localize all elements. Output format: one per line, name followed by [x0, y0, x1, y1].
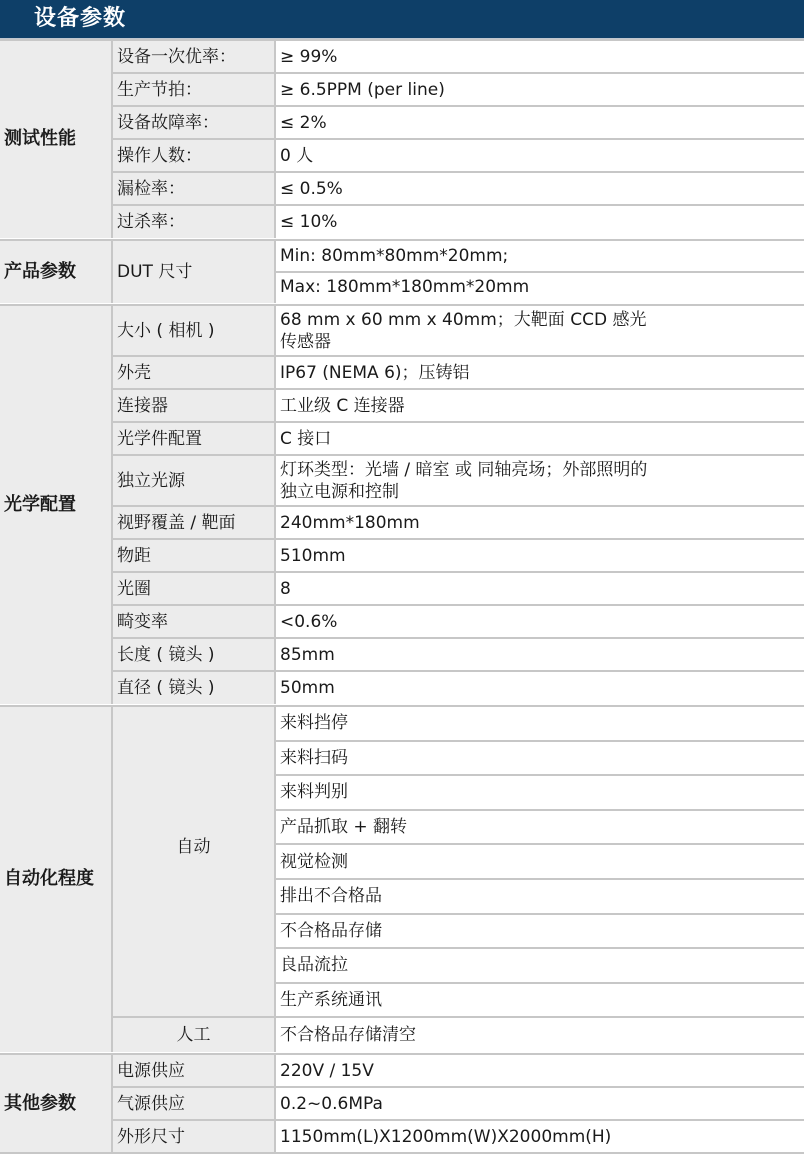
column-divider: [111, 40, 113, 238]
spec-label: 操作人数：: [112, 139, 275, 172]
spec-value: 生产系统通讯: [275, 983, 804, 1018]
spec-label: 光学件配置: [112, 422, 275, 455]
spec-value: IP67 (NEMA 6)；压铸铝: [275, 356, 804, 389]
spec-value: 来料挡停: [275, 706, 804, 741]
spec-value: 510mm: [275, 539, 804, 572]
row-divider: [112, 1016, 804, 1018]
row-divider: [0, 304, 804, 306]
spec-label: 电源供应: [112, 1054, 275, 1087]
column-divider: [274, 1054, 276, 1153]
spec-label: 长度 ( 镜头 ): [112, 638, 275, 671]
row-divider: [112, 670, 804, 672]
spec-value: Max: 180mm*180mm*20mm: [275, 272, 804, 304]
page-title: 设备参数: [34, 6, 127, 31]
column-divider: [274, 240, 276, 303]
row-divider: [112, 604, 804, 606]
spec-value: 不合格品存储清空: [275, 1017, 804, 1052]
column-divider: [274, 305, 276, 704]
section-category: 其他参数: [0, 1054, 112, 1153]
row-divider: [112, 637, 804, 639]
spec-value: 0.2~0.6MPa: [275, 1087, 804, 1120]
section-category: 测试性能: [0, 40, 112, 238]
spec-value: <0.6%: [275, 605, 804, 638]
spec-value: ≤ 0.5%: [275, 172, 804, 205]
spec-value: 220V / 15V: [275, 1054, 804, 1087]
row-divider: [112, 571, 804, 573]
spec-value: 灯环类型：光墙 / 暗室 或 同轴亮场；外部照明的独立电源和控制: [275, 455, 804, 506]
row-divider: [112, 1086, 804, 1088]
spec-label: 设备一次优率：: [112, 40, 275, 73]
section-category: 光学配置: [0, 305, 112, 704]
spec-value: 50mm: [275, 671, 804, 704]
spec-value: ≥ 6.5PPM (per line): [275, 73, 804, 106]
row-divider: [112, 171, 804, 173]
row-divider: [0, 239, 804, 241]
automation-mode-label: 自动: [112, 706, 275, 1017]
spec-label: 设备故障率：: [112, 106, 275, 139]
spec-value: Min: 80mm*80mm*20mm;: [275, 240, 804, 272]
row-divider: [112, 105, 804, 107]
column-divider: [111, 706, 113, 1052]
spec-value: 视觉检测: [275, 844, 804, 879]
row-divider: [0, 1053, 804, 1055]
row-divider: [275, 947, 804, 949]
spec-value: 来料扫码: [275, 741, 804, 776]
column-divider: [274, 706, 276, 1052]
spec-label: 大小 ( 相机 ): [112, 305, 275, 356]
row-divider: [112, 388, 804, 390]
column-divider: [111, 240, 113, 303]
spec-value: 不合格品存储: [275, 914, 804, 949]
spec-value: 68 mm x 60 mm x 40mm；大靶面 CCD 感光传感器: [275, 305, 804, 356]
spec-value: 1150mm(L)X1200mm(W)X2000mm(H): [275, 1120, 804, 1153]
section-category: 自动化程度: [0, 706, 112, 1052]
row-divider: [275, 271, 804, 273]
spec-value: 0 人: [275, 139, 804, 172]
spec-value: ≤ 2%: [275, 106, 804, 139]
spec-label: 光圈: [112, 572, 275, 605]
row-divider: [0, 1152, 804, 1154]
spec-label: 畸变率: [112, 605, 275, 638]
row-divider: [275, 843, 804, 845]
row-divider: [112, 454, 804, 456]
spec-label: 独立光源: [112, 455, 275, 506]
column-divider: [111, 305, 113, 704]
spec-label: DUT 尺寸: [112, 240, 275, 303]
column-divider: [274, 40, 276, 238]
spec-value: 85mm: [275, 638, 804, 671]
spec-value: 排出不合格品: [275, 879, 804, 914]
section-category: 产品参数: [0, 240, 112, 303]
row-divider: [112, 204, 804, 206]
spec-label: 过杀率：: [112, 205, 275, 238]
column-divider: [111, 1054, 113, 1153]
row-divider: [0, 705, 804, 707]
header: [0, 0, 804, 38]
spec-label: 气源供应: [112, 1087, 275, 1120]
row-divider: [112, 505, 804, 507]
spec-value: 工业级 C 连接器: [275, 389, 804, 422]
spec-value: 来料判别: [275, 775, 804, 810]
spec-label: 漏检率：: [112, 172, 275, 205]
spec-label: 生产节拍：: [112, 73, 275, 106]
spec-value: ≥ 99%: [275, 40, 804, 73]
row-divider: [112, 138, 804, 140]
row-divider: [112, 421, 804, 423]
row-divider: [275, 740, 804, 742]
row-divider: [275, 774, 804, 776]
spec-value: 240mm*180mm: [275, 506, 804, 539]
spec-value: 良品流拉: [275, 948, 804, 983]
spec-label: 视野覆盖 / 靶面: [112, 506, 275, 539]
automation-mode-label: 人工: [112, 1017, 275, 1052]
spec-label: 物距: [112, 539, 275, 572]
row-divider: [112, 1119, 804, 1121]
row-divider: [112, 355, 804, 357]
row-divider: [275, 878, 804, 880]
spec-label: 连接器: [112, 389, 275, 422]
row-divider: [112, 72, 804, 74]
row-divider: [275, 913, 804, 915]
spec-value: C 接口: [275, 422, 804, 455]
row-divider: [0, 39, 804, 41]
spec-label: 直径 ( 镜头 ): [112, 671, 275, 704]
row-divider: [112, 538, 804, 540]
spec-value: ≤ 10%: [275, 205, 804, 238]
spec-value: 8: [275, 572, 804, 605]
row-divider: [275, 809, 804, 811]
row-divider: [275, 982, 804, 984]
spec-value: 产品抓取 + 翻转: [275, 810, 804, 845]
spec-label: 外形尺寸: [112, 1120, 275, 1153]
spec-label: 外壳: [112, 356, 275, 389]
